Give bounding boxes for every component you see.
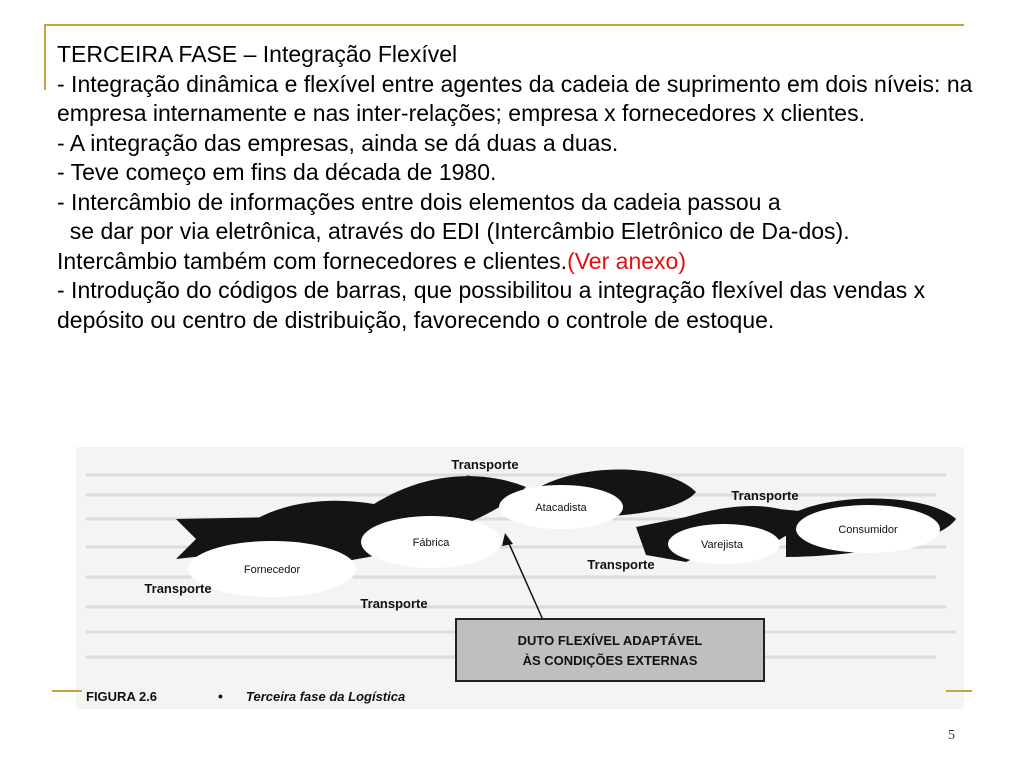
- bullet-intercambio: - Intercâmbio de informações entre dois elementos da cadeia passou a: [57, 188, 781, 215]
- figure-terceira-fase: [76, 447, 964, 709]
- label-transporte-top: Transporte: [451, 457, 519, 472]
- label-transporte-left: Transporte: [144, 581, 212, 596]
- page-number: 5: [948, 728, 955, 743]
- label-transporte-right: Transporte: [731, 488, 799, 503]
- bullet-decada-1980: - Teve começo em fins da década de 1980.: [57, 159, 497, 185]
- edi-text: se dar por via eletrônica, através do EDI (Intercâmbio Eletrônico de Da-dos). Intercâmbio também com fornecedores e clientes.: [57, 218, 856, 274]
- duct-box-line2: ÀS CONDIÇÕES EXTERNAS: [522, 653, 698, 668]
- label-transporte-bottom: Transporte: [360, 596, 428, 611]
- accent-line-left: [44, 24, 46, 90]
- supply-chain-diagram: [76, 447, 964, 709]
- accent-line-bottom-right: [946, 690, 972, 692]
- duct-box-line1: DUTO FLEXÍVEL ADAPTÁVEL: [517, 633, 703, 648]
- slide-title: TERCEIRA FASE – Integração Flexível: [57, 41, 458, 67]
- bullet-codigo-barras: - Introdução do códigos de barras, que possibilitou a integração flexível das vendas x depósito ou centro de distribuição, favorecendo o controle de estoque.: [57, 277, 926, 333]
- bullet-duas-a-duas: - A integração das empresas, ainda se dá duas a duas.: [57, 129, 619, 156]
- label-fornecedor: Fornecedor: [243, 564, 301, 576]
- slide-body: [57, 40, 975, 335]
- label-consumidor: Consumidor: [838, 524, 898, 536]
- accent-line-top: [44, 24, 964, 26]
- label-varejista: Varejista: [701, 539, 743, 551]
- bullet-integracao-dinamica: - Integração dinâmica e flexível entre agentes da cadeia de suprimento em dois níveis: na empresa internamente e nas inter-relações; empresa x fornecedores x clientes.: [57, 70, 973, 126]
- label-fabrica: Fábrica: [412, 537, 450, 549]
- bullet-edi: [57, 217, 975, 276]
- duct-box: [456, 619, 764, 681]
- caption-label: FIGURA 2.6: [86, 689, 158, 704]
- label-transporte-middle: Transporte: [587, 557, 655, 572]
- caption-text: Terceira fase da Logística: [246, 689, 406, 704]
- accent-line-bottom-left: [52, 690, 82, 692]
- label-atacadista: Atacadista: [535, 502, 587, 514]
- figure-caption: [86, 688, 405, 704]
- ver-anexo-link[interactable]: (Ver anexo): [567, 247, 686, 274]
- caption-bullet: •: [218, 688, 223, 704]
